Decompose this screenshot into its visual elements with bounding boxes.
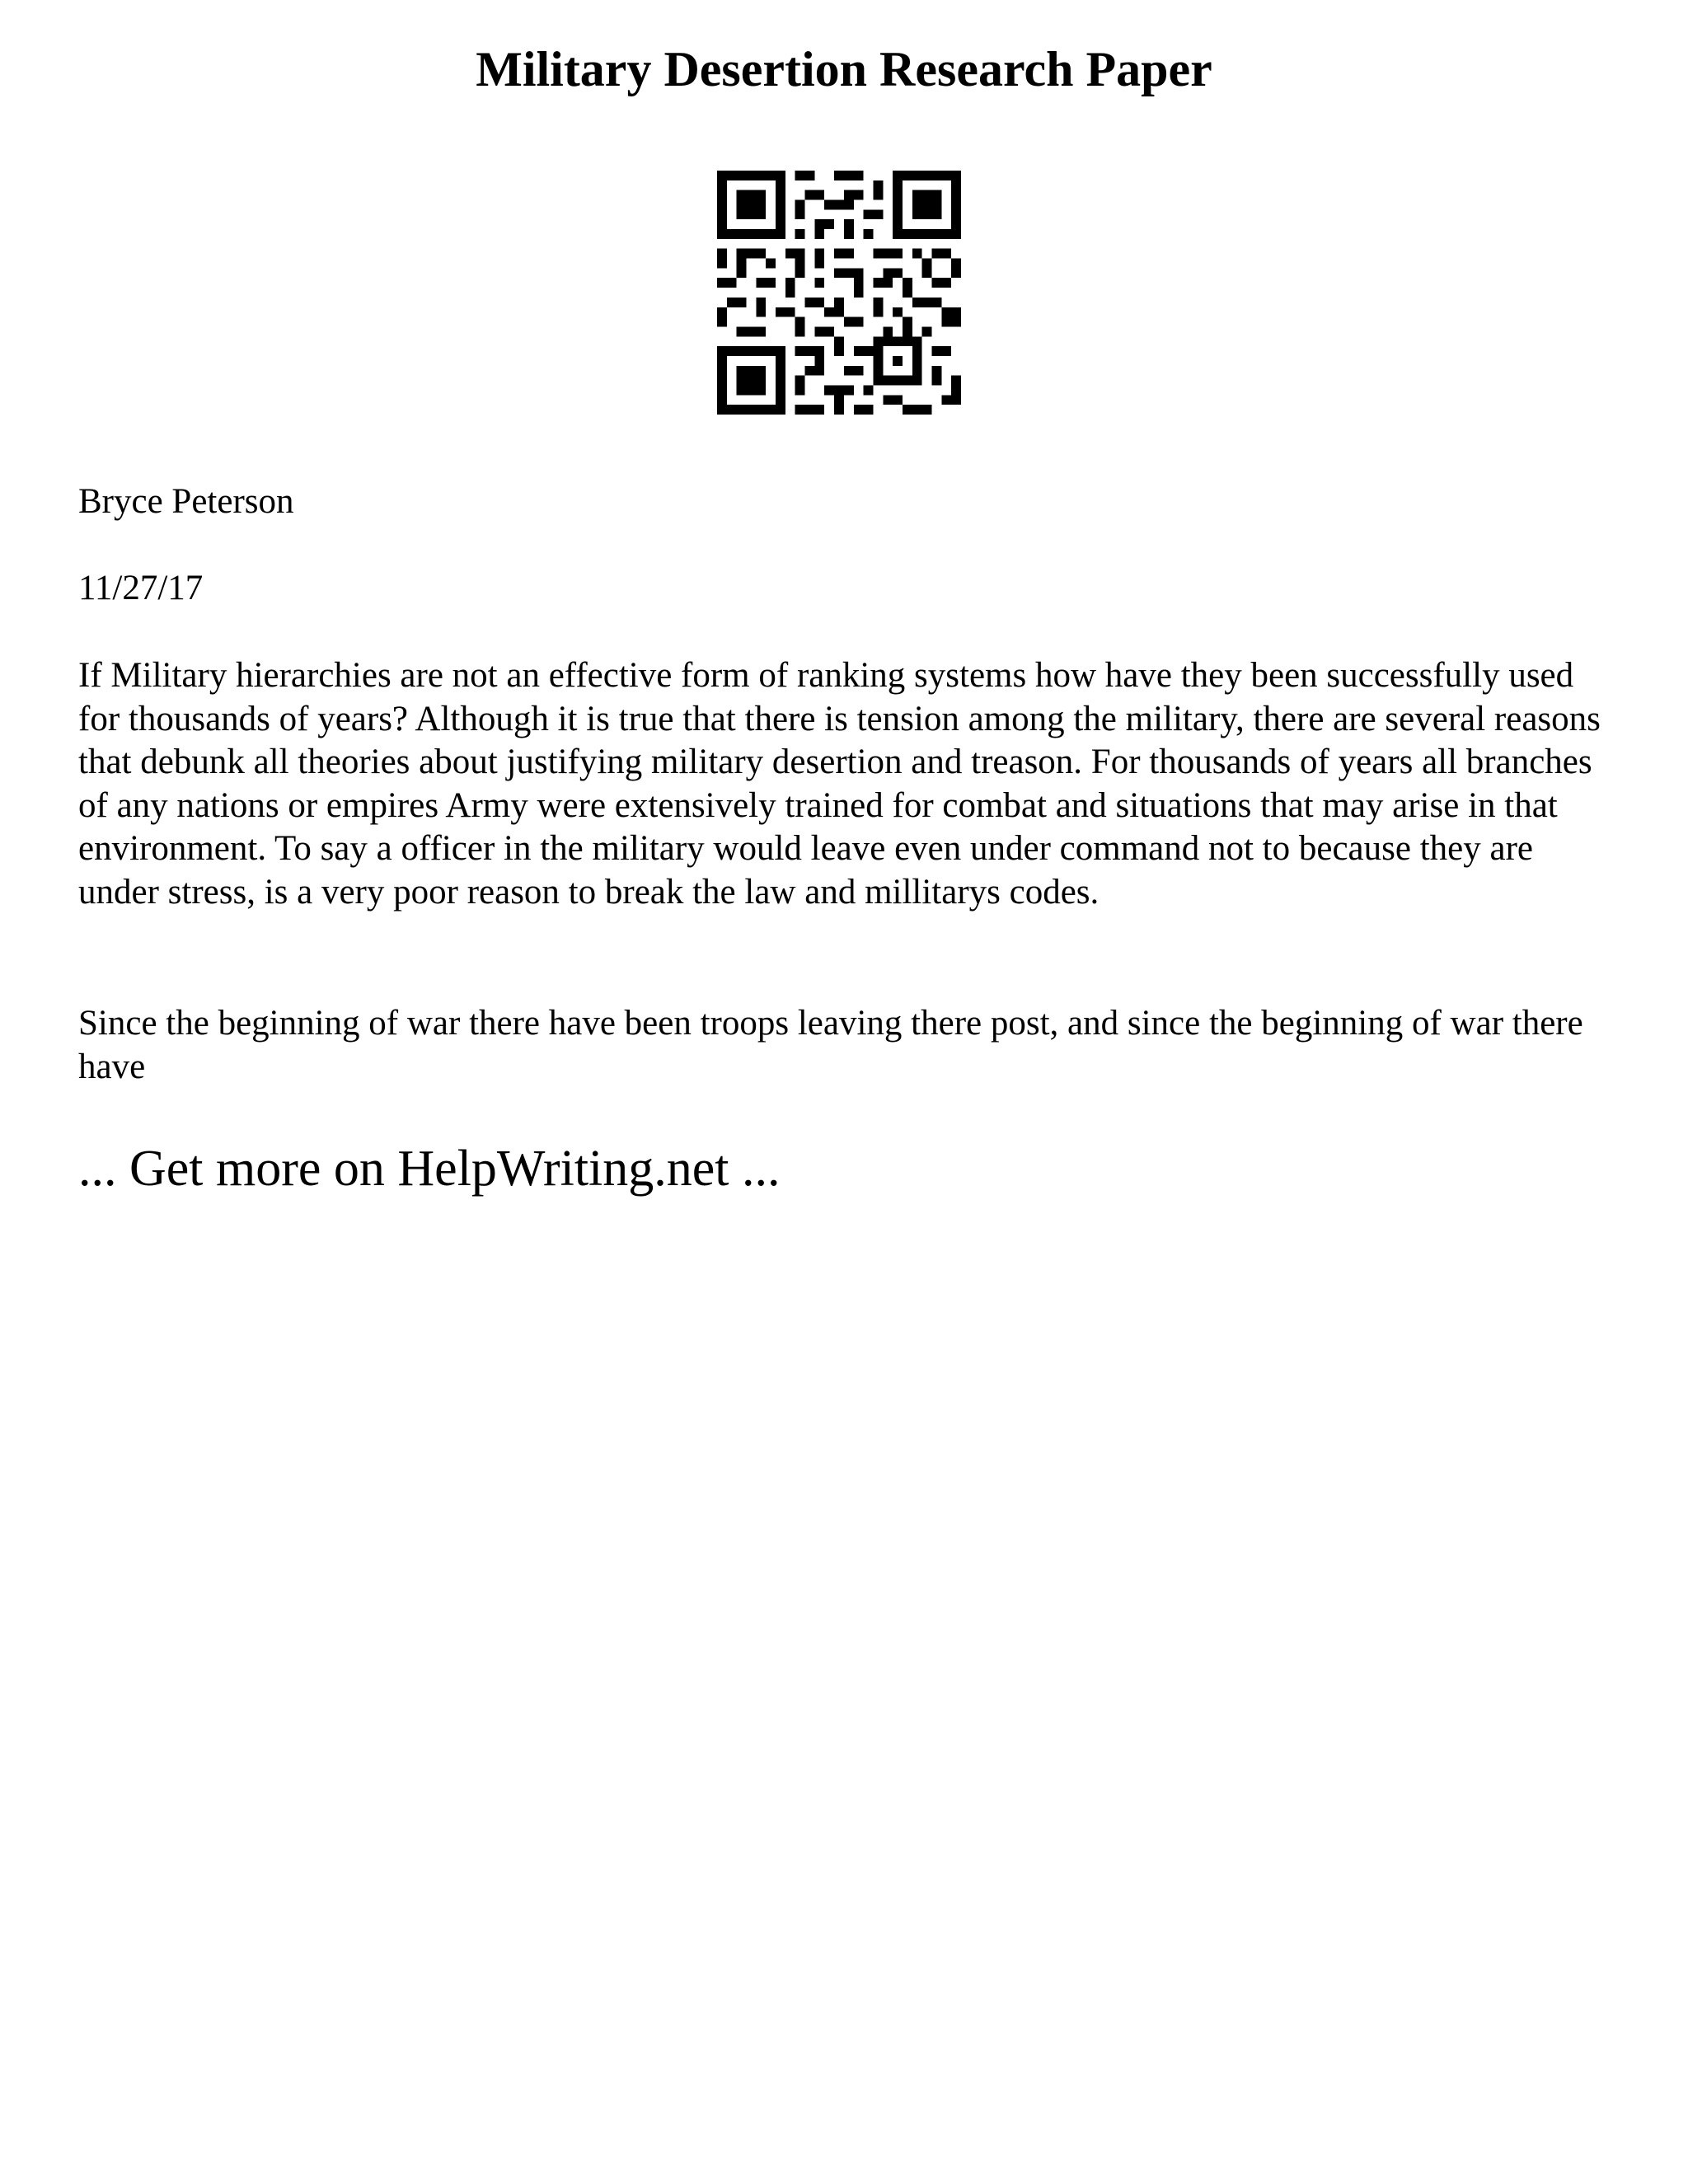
paragraph: Since the beginning of war there have been troops leaving there post, and since the beginning of war there have xyxy=(78,1004,1583,1086)
document-date: 11/27/17 xyxy=(78,569,204,607)
author-name: Bryce Peterson xyxy=(78,482,294,521)
document-title: Military Desertion Research Paper xyxy=(476,42,1212,96)
qr-code-icon xyxy=(717,171,961,415)
paragraph: If Military hierarchies are not an effective form of ranking systems how have they been successfully used for thousands of years? Although it is true that there is tension among the military, there are several reasons that debunk all theories about justifying military desertion and treason. For thousands of years all branches of any nations or empires Army were extensively trained for combat and situations that may arise in that environment. To say a officer in the military would leave even under command not to because they are under stress, is a very poor reason to break the law and millitarys codes. xyxy=(78,656,1601,912)
get-more-link[interactable]: ... Get more on HelpWriting.net ... xyxy=(78,1141,781,1197)
